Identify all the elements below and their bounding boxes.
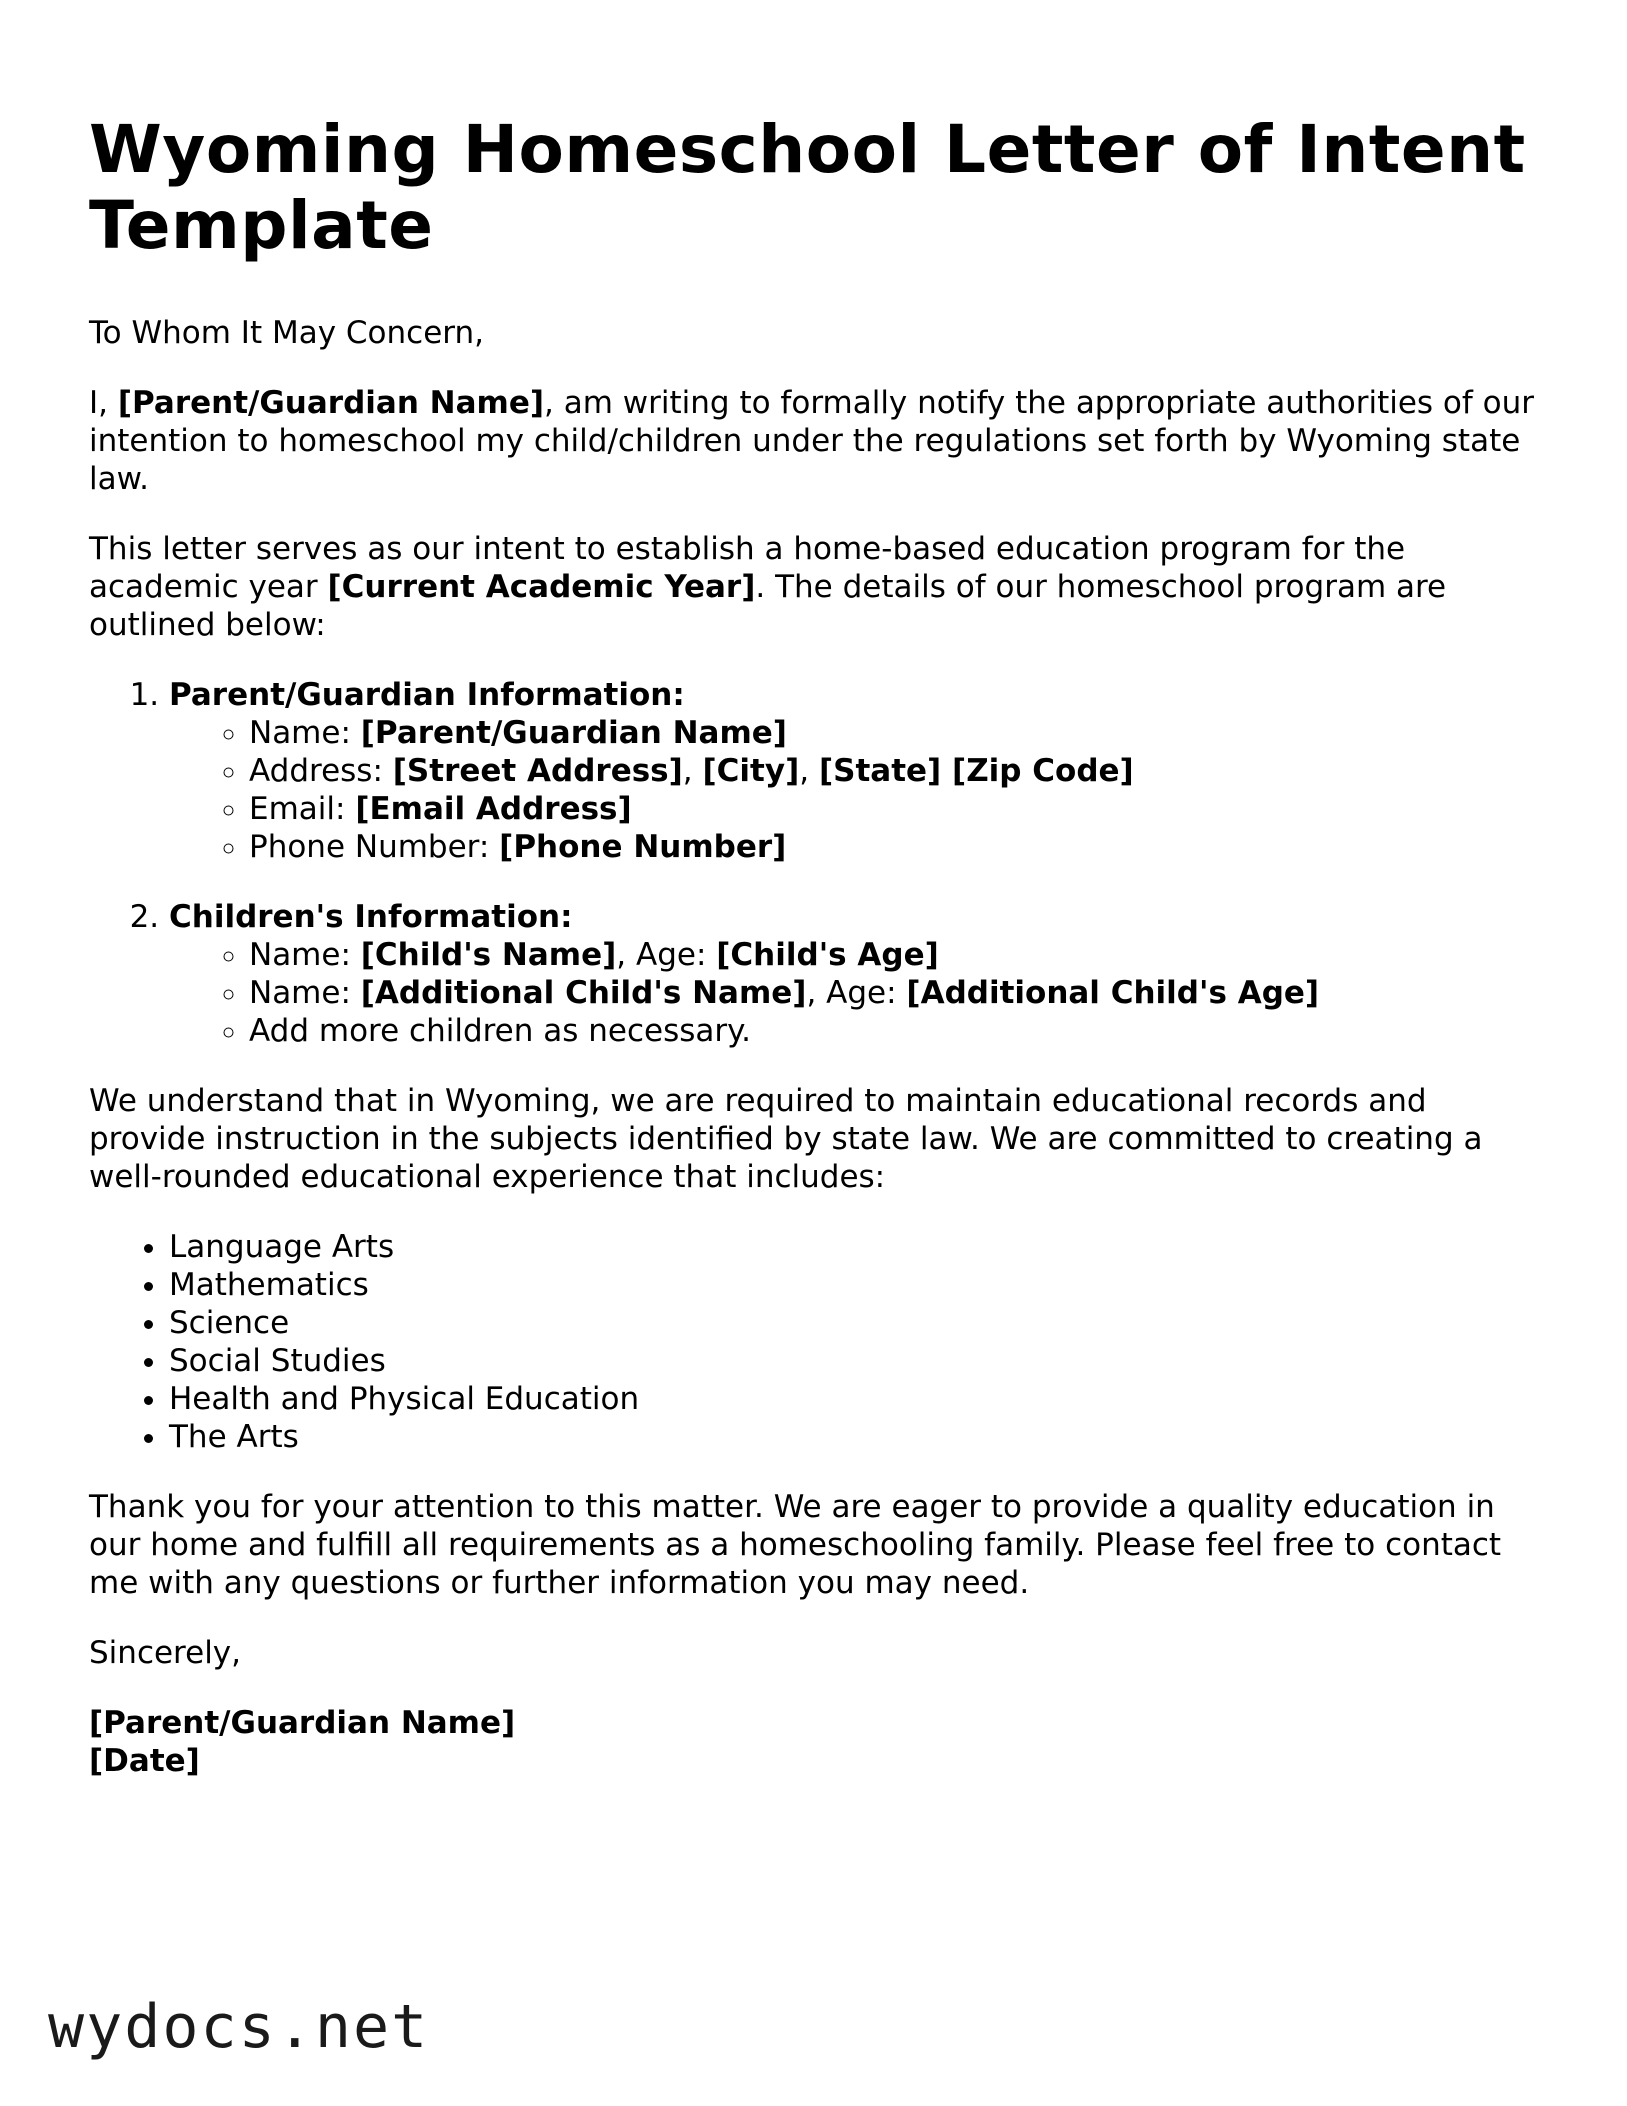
parent-info-heading: Parent/Guardian Information: [169, 677, 685, 713]
parent-name-value: [Parent/Guardian Name] [360, 715, 787, 751]
subject-item: • The Arts [169, 1418, 1539, 1456]
academic-year-placeholder: [Current Academic Year] [327, 569, 756, 605]
parent-name-label: Name: [249, 715, 361, 751]
child-age-label: , Age: [616, 937, 717, 973]
intro-paragraph [89, 384, 1539, 498]
child-age-value: [Child's Age] [716, 937, 939, 973]
requirements-paragraph: We understand that in Wyoming, we are required to maintain educational records and provide instruction in the subjects identified by state law. We are committed to creating a well-rounded educational experience that includes: [89, 1083, 1483, 1195]
purpose-prefix: This letter serves as our intent to establish a home-based education program for the academic year [89, 531, 1406, 605]
additional-child-age-value: [Additional Child's Age] [906, 975, 1320, 1011]
email-label: Email: [249, 791, 356, 827]
state-zip-value: [State] [Zip Code] [818, 753, 1134, 789]
subject-item: • Social Studies [169, 1342, 1539, 1380]
email-value: [Email Address] [355, 791, 632, 827]
list-item [249, 828, 1539, 866]
additional-child-name-value: [Additional Child's Name] [360, 975, 807, 1011]
list-item [249, 974, 1539, 1012]
site-watermark: wydocs.net [48, 1992, 430, 2062]
list-item [249, 936, 1539, 974]
intro-suffix: , am writing to formally notify the appropriate authorities of our intention to homeschool my child/children under the regulations set forth by Wyoming state law. [89, 385, 1535, 497]
subject-item: • Language Arts [169, 1228, 1539, 1266]
address-separator: , [799, 753, 819, 789]
subject-item: • Mathematics [169, 1266, 1539, 1304]
purpose-paragraph [89, 530, 1539, 644]
salutation: To Whom It May Concern, [89, 315, 484, 351]
phone-value: [Phone Number] [499, 829, 787, 865]
parent-name-placeholder: [Parent/Guardian Name] [117, 385, 545, 421]
intro-prefix: I, [89, 385, 118, 421]
subject-item: • Health and Physical Education [169, 1380, 1539, 1418]
child-name-value: [Child's Name] [360, 937, 617, 973]
children-info-section [169, 898, 1539, 1050]
list-item [249, 790, 1539, 828]
list-item [249, 714, 1539, 752]
child-name-label: Name: [249, 937, 361, 973]
list-item: ◦ Add more children as necessary. [249, 1012, 1539, 1050]
purpose-suffix: . The details of our homeschool program are outlined below: [89, 569, 1447, 643]
children-info-heading: Children's Information: [169, 899, 573, 935]
children-info-list [169, 936, 1539, 1050]
child-age-label: , Age: [806, 975, 907, 1011]
parent-info-section [169, 676, 1539, 866]
city-value: [City] [702, 753, 800, 789]
signature-name: [Parent/Guardian Name] [89, 1705, 516, 1741]
details-list [89, 676, 1539, 1050]
subjects-list [89, 1228, 1539, 1456]
signature-date: [Date] [89, 1743, 200, 1779]
child-name-label: Name: [249, 975, 361, 1011]
parent-info-list [169, 714, 1539, 866]
closing-paragraph: Thank you for your attention to this matter. We are eager to provide a quality education in our home and fulfill all requirements as a homeschooling family. Please feel free to contact me with any questions or further information you may need. [89, 1489, 1502, 1601]
address-label: Address: [249, 753, 393, 789]
list-item [249, 752, 1539, 790]
street-value: [Street Address] [392, 753, 683, 789]
phone-label: Phone Number: [249, 829, 500, 865]
signoff: Sincerely, [89, 1635, 242, 1671]
letter-page [89, 112, 1539, 1780]
subject-item: • Science [169, 1304, 1539, 1342]
address-separator: , [682, 753, 703, 789]
page-title: Wyoming Homeschool Letter of Intent Template [89, 111, 1526, 264]
